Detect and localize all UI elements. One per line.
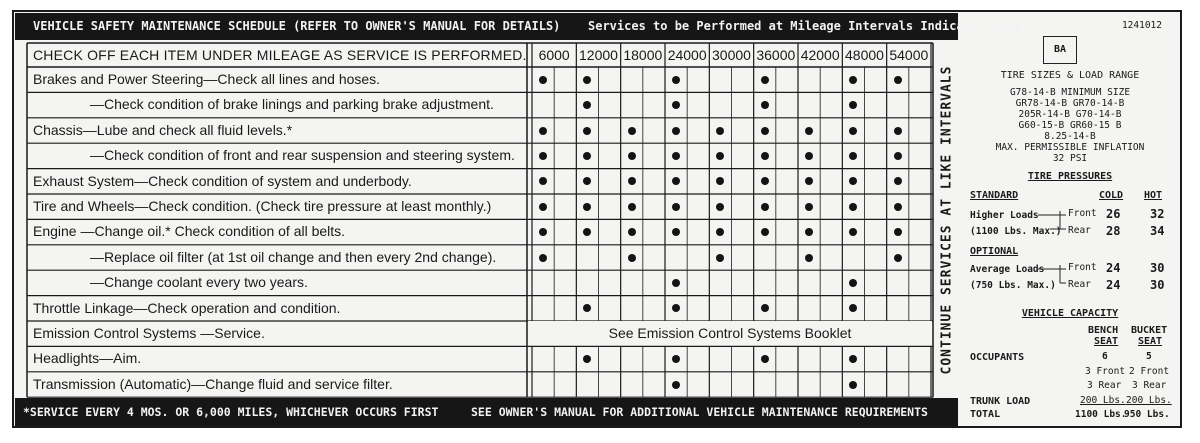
part-number: 1241012 <box>1121 20 1162 31</box>
service-mark-dot <box>628 228 636 236</box>
service-mark-dot <box>894 228 902 236</box>
schedule-row-label: —Change coolant every two years. <box>90 274 308 291</box>
schedule-row-label: Chassis—Lube and check all fluid levels.* <box>33 121 293 138</box>
opt-rear-hot: 30 <box>1150 278 1165 292</box>
schedule-row-label: —Check condition of brake linings and parking brake adjustment. <box>90 96 494 113</box>
front-label: Front <box>1068 262 1097 273</box>
footer-band <box>15 398 958 426</box>
schedule-row-label: Brakes and Power Steering—Check all lines and hoses. <box>33 71 381 87</box>
service-mark-dot <box>761 228 769 236</box>
mileage-column-12000: 12000 <box>579 47 618 63</box>
schedule-row-label: Engine —Change oil.* Check condition of all belts. <box>33 223 346 240</box>
service-mark-dot <box>805 203 813 211</box>
tire-sizes-title: TIRE SIZES & LOAD RANGE <box>1000 70 1140 81</box>
service-mark-dot <box>805 127 813 135</box>
average-loads: Average Loads <box>970 264 1045 275</box>
service-mark-dot <box>672 127 680 135</box>
service-mark-dot <box>628 254 636 262</box>
bench-heading: BENCH <box>1088 325 1119 336</box>
service-mark-dot <box>894 203 902 211</box>
service-mark-dot <box>761 152 769 160</box>
service-mark-dot <box>672 203 680 211</box>
optional-heading: OPTIONAL <box>970 246 1019 257</box>
service-mark-dot <box>628 127 636 135</box>
service-mark-dot <box>761 101 769 109</box>
mileage-column-18000: 18000 <box>623 47 663 63</box>
mileage-column-48000: 48000 <box>845 47 884 63</box>
mileage-column-36000: 36000 <box>756 47 796 63</box>
mileage-column-24000: 24000 <box>667 47 707 63</box>
bucket-trunk: 200 Lbs. <box>1126 395 1172 406</box>
max-inflation: MAX. PERMISSIBLE INFLATION <box>995 142 1145 153</box>
service-mark-dot <box>716 254 724 262</box>
service-mark-dot <box>849 381 857 389</box>
service-mark-dot <box>628 152 636 160</box>
tire-pressures-title: TIRE PRESSURES <box>1027 171 1113 182</box>
mileage-column-6000: 6000 <box>538 47 570 63</box>
mileage-column-42000: 42000 <box>800 47 840 63</box>
continue-services-text: CONTINUE SERVICES AT LIKE INTERVALS <box>939 65 955 375</box>
std-front-cold: 26 <box>1106 207 1121 221</box>
bench-front: 3 Front <box>1085 366 1126 377</box>
opt-front-hot: 30 <box>1150 261 1165 275</box>
tire-size-line: G60-15-B GR60-15 B <box>1018 120 1122 131</box>
capacity-title: VEHICLE CAPACITY <box>1021 308 1119 319</box>
average-max: (750 Lbs. Max.) <box>970 280 1056 291</box>
tire-size-line: GR78-14-B GR70-14-B <box>1015 98 1125 109</box>
service-mark-dot <box>761 203 769 211</box>
service-mark-dot <box>672 152 680 160</box>
schedule-row-label: Emission Control Systems —Service. <box>33 325 265 341</box>
service-mark-dot <box>628 203 636 211</box>
bench-occupants: 6 <box>1102 351 1108 362</box>
bench-rear: 3 Rear <box>1087 380 1122 391</box>
bucket-seat-heading: SEAT <box>1138 336 1163 347</box>
interval-legend: Services to be Performed at Mileage Intervals Indicated by ● <box>588 19 1022 33</box>
service-mark-dot <box>672 381 680 389</box>
standard-heading: STANDARD <box>970 190 1019 201</box>
service-mark-dot <box>539 152 547 160</box>
service-mark-dot <box>761 355 769 363</box>
schedule-title: VEHICLE SAFETY MAINTENANCE SCHEDULE (REFER TO OWNER'S MANUAL FOR DETAILS) <box>33 19 561 33</box>
opt-front-cold: 24 <box>1106 261 1121 275</box>
mileage-column-30000: 30000 <box>712 47 751 63</box>
service-mark-dot <box>539 203 547 211</box>
service-mark-dot <box>805 152 813 160</box>
service-mark-dot <box>583 127 591 135</box>
service-mark-dot <box>894 254 902 262</box>
bracket-lines <box>960 12 1180 426</box>
trunk-load-label: TRUNK LOAD <box>970 396 1031 407</box>
occupants-label: OCCUPANTS <box>970 352 1025 363</box>
bucket-rear: 3 Rear <box>1132 380 1167 391</box>
schedule-row-label: Transmission (Automatic)—Change fluid and service filter. <box>33 375 393 392</box>
schedule-row-label: Headlights—Aim. <box>33 350 142 367</box>
code-box: BA <box>1043 36 1077 64</box>
service-mark-dot <box>672 76 680 84</box>
schedule-row-label: —Check condition of front and rear suspension and steering system. <box>90 147 515 164</box>
service-mark-dot <box>894 152 902 160</box>
higher-max: (1100 Lbs. Max.) <box>970 226 1062 237</box>
std-front-hot: 32 <box>1150 207 1165 221</box>
service-mark-dot <box>761 76 769 84</box>
service-mark-dot <box>539 76 547 84</box>
bucket-total: 950 Lbs. <box>1124 409 1170 420</box>
mileage-column-54000: 54000 <box>889 47 929 63</box>
bucket-heading: BUCKET <box>1131 325 1168 336</box>
service-mark-dot <box>894 127 902 135</box>
cold-heading: COLD <box>1099 190 1124 201</box>
service-mark-dot <box>849 127 857 135</box>
higher-loads: Higher Loads <box>970 210 1039 221</box>
tire-size-line: G78-14-B MINIMUM SIZE <box>1009 87 1131 98</box>
max-psi: 32 PSI <box>1052 153 1088 164</box>
bucket-occupants: 5 <box>1146 351 1152 362</box>
std-rear-hot: 34 <box>1150 224 1165 238</box>
bucket-front: 2 Front <box>1129 366 1170 377</box>
service-footnote: *SERVICE EVERY 4 MOS. OR 6,000 MILES, WHICHEVER OCCURS FIRST <box>23 405 439 419</box>
service-mark-dot <box>761 127 769 135</box>
service-mark-dot <box>672 279 680 287</box>
total-label: TOTAL <box>970 409 1001 420</box>
schedule-row-label: Exhaust System—Check condition of system and underbody. <box>33 172 412 189</box>
emission-note: See Emission Control Systems Booklet <box>528 321 932 345</box>
check-off-heading: CHECK OFF EACH ITEM UNDER MILEAGE AS SERVICE IS PERFORMED. <box>33 47 527 63</box>
tire-size-line: 8.25-14-B <box>1044 131 1096 142</box>
service-mark-dot <box>805 254 813 262</box>
rear-label: Rear <box>1068 279 1091 290</box>
bench-seat-heading: SEAT <box>1094 336 1119 347</box>
schedule-row-label: Tire and Wheels—Check condition. (Check tire pressure at least monthly.) <box>33 198 492 214</box>
tire-size-line: 205R-14-B G70-14-B <box>1018 109 1122 120</box>
service-mark-dot <box>539 254 547 262</box>
std-rear-cold: 28 <box>1106 224 1121 238</box>
opt-rear-cold: 24 <box>1106 278 1121 292</box>
front-label: Front <box>1068 208 1097 219</box>
bench-trunk: 200 Lbs. <box>1080 395 1126 406</box>
service-mark-dot <box>716 127 724 135</box>
rear-label: Rear <box>1068 225 1091 236</box>
schedule-row-label: —Replace oil filter (at 1st oil change and then every 2nd change). <box>90 248 497 265</box>
owners-manual-note: SEE OWNER'S MANUAL FOR ADDITIONAL VEHICLE MAINTENANCE REQUIREMENTS <box>471 405 928 419</box>
tire-info-panel <box>960 12 1180 426</box>
service-mark-dot <box>539 127 547 135</box>
schedule-row-label: Throttle Linkage—Check operation and condition. <box>33 299 341 316</box>
service-mark-dot <box>894 76 902 84</box>
bench-total: 1100 Lbs. <box>1075 409 1127 420</box>
hot-heading: HOT <box>1144 190 1163 201</box>
vertical-note <box>935 45 959 395</box>
